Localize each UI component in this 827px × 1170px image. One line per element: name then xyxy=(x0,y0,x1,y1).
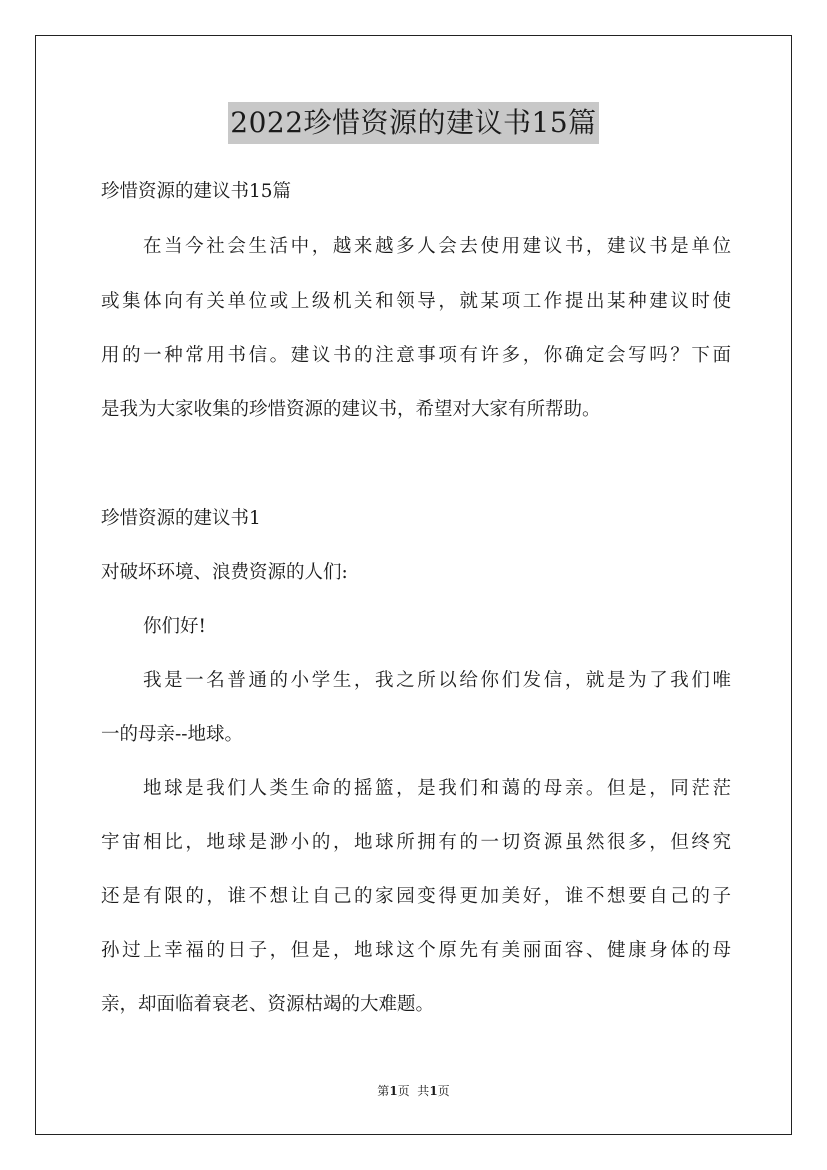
para2-line-2: 宇宙相比，地球是渺小的，地球所拥有的一切资源虽然很多，但终究 xyxy=(101,832,731,853)
intro-line-4: 是我为大家收集的珍惜资源的建议书，希望对大家有所帮助。 xyxy=(101,399,601,420)
section-heading: 珍惜资源的建议书1 xyxy=(101,508,261,529)
para1-line-1: 我是一名普通的小学生，我之所以给你们发信，就是为了我们唯 xyxy=(143,670,731,691)
para2-line-5: 亲，却面临着衰老、资源枯竭的大难题。 xyxy=(101,994,435,1015)
intro-line-3: 用的一种常用书信。建议书的注意事项有许多，你确定会写吗？下面 xyxy=(101,345,731,366)
document-title: 2022珍惜资源的建议书15篇 xyxy=(228,102,598,144)
subtitle: 珍惜资源的建议书15篇 xyxy=(101,181,292,202)
footer-suffix: 页 xyxy=(437,1084,450,1098)
para2-line-1: 地球是我们人类生命的摇篮，是我们和蔼的母亲。但是，同茫茫 xyxy=(143,778,731,799)
footer-prefix: 第 xyxy=(377,1084,390,1098)
title-block xyxy=(0,102,827,144)
page-footer xyxy=(0,1082,827,1100)
footer-middle: 页 共 xyxy=(397,1084,430,1098)
para2-line-4: 孙过上幸福的日子，但是，地球这个原先有美丽面容、健康身体的母 xyxy=(101,940,731,961)
intro-line-1: 在当今社会生活中，越来越多人会去使用建议书，建议书是单位 xyxy=(143,236,731,257)
footer-total-pages: 1 xyxy=(429,1084,438,1098)
para1-line-2: 一的母亲--地球。 xyxy=(101,724,244,745)
greeting: 你们好! xyxy=(143,616,206,637)
salutation: 对破坏环境、浪费资源的人们: xyxy=(101,562,348,583)
para2-line-3: 还是有限的，谁不想让自己的家园变得更加美好，谁不想要自己的子 xyxy=(101,886,731,907)
footer-page-number: 1 xyxy=(389,1084,398,1098)
intro-line-2: 或集体向有关单位或上级机关和领导，就某项工作提出某种建议时使 xyxy=(101,291,731,312)
